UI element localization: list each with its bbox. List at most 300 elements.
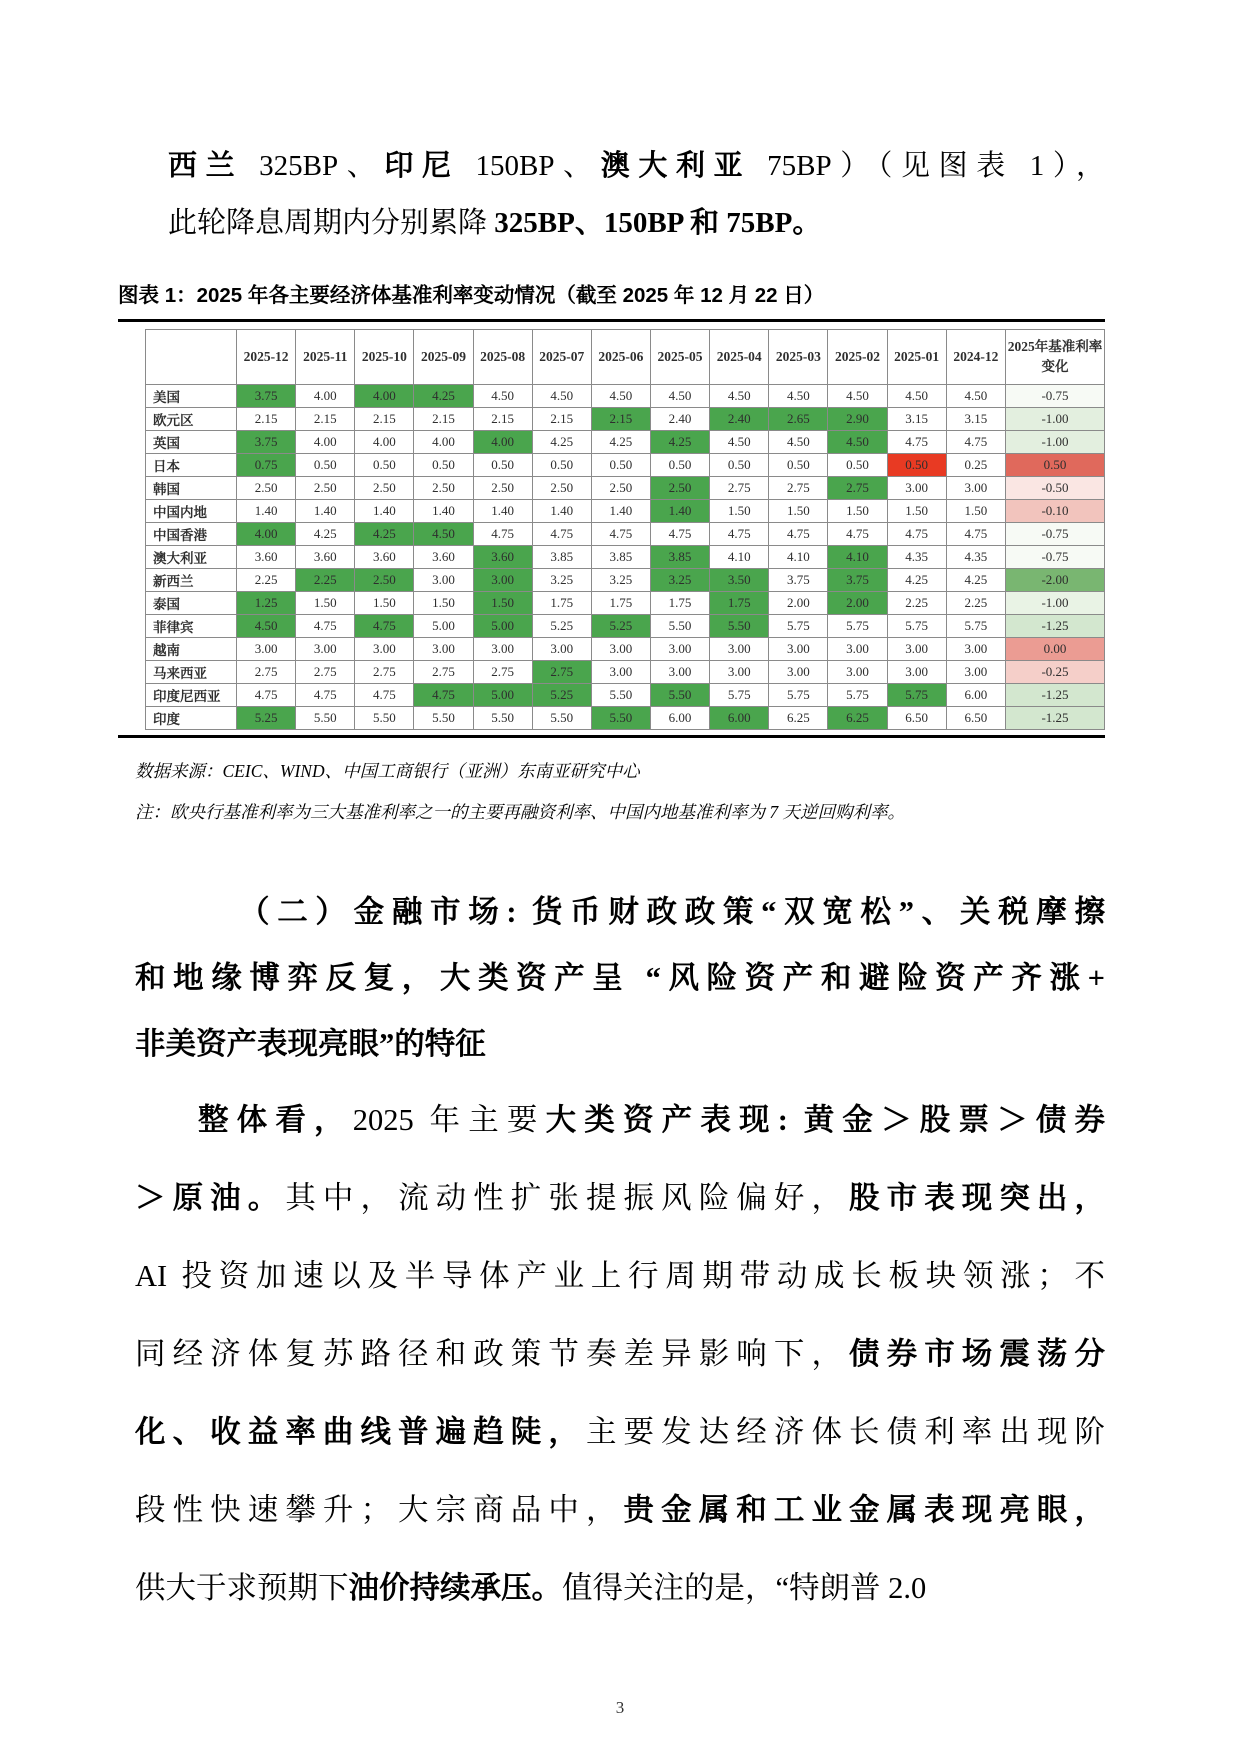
emphasis-text: 油价持续承压。 — [348, 1571, 562, 1605]
rate-cell: 4.50 — [769, 431, 828, 454]
table-footnote: 注：欧央行基准利率为三大基准利率之一的主要再融资利率、中国内地基准利率为 7 天逆回购利率。 — [135, 802, 905, 822]
rate-cell: 5.50 — [710, 615, 769, 638]
rate-cell: 2.75 — [355, 661, 414, 684]
rate-cell: 4.75 — [769, 523, 828, 546]
rate-cell: 5.50 — [473, 707, 532, 730]
rate-cell: 3.85 — [532, 546, 591, 569]
text-line — [135, 1011, 1105, 1077]
rate-cell: 5.50 — [591, 707, 650, 730]
rate-cell: 2.15 — [591, 408, 650, 431]
rate-cell: 4.25 — [591, 431, 650, 454]
rate-cell: 4.10 — [769, 546, 828, 569]
rate-cell: 3.00 — [355, 638, 414, 661]
rate-cell: 3.00 — [591, 661, 650, 684]
emphasis-text: 大类资产表现: 黄金＞股票＞债券 — [545, 1103, 1106, 1137]
rate-cell: 5.25 — [532, 684, 591, 707]
table-row — [146, 385, 1105, 408]
rate-cell: 3.25 — [591, 569, 650, 592]
rate-cell: 3.00 — [887, 477, 946, 500]
month-header-cell: 2025-04 — [710, 330, 769, 385]
rate-cell: 3.00 — [946, 638, 1005, 661]
text-line — [135, 1393, 1105, 1471]
text-span: 此轮降息周期内分别累降 — [168, 207, 495, 239]
emphasis-text: 325BP、150BP 和 75BP。 — [494, 207, 822, 239]
rate-cell: 1.50 — [414, 592, 473, 615]
rate-cell: 2.15 — [473, 408, 532, 431]
rate-cell: 3.75 — [769, 569, 828, 592]
rate-cell: 0.50 — [828, 454, 887, 477]
rate-cell: 5.75 — [828, 684, 887, 707]
rate-cell: 4.00 — [355, 385, 414, 408]
rate-cell: 4.75 — [355, 615, 414, 638]
economy-label: 菲律宾 — [146, 615, 237, 638]
rate-cell: 4.75 — [296, 684, 355, 707]
rate-cell: 3.60 — [473, 546, 532, 569]
rate-cell: 4.75 — [887, 431, 946, 454]
rate-cell: 4.25 — [414, 385, 473, 408]
corner-cell — [146, 330, 237, 385]
rate-cell: 1.40 — [237, 500, 296, 523]
rate-cell: 2.50 — [355, 569, 414, 592]
rate-cell: 0.50 — [296, 454, 355, 477]
rate-cell: 0.50 — [355, 454, 414, 477]
rate-cell: 4.50 — [946, 385, 1005, 408]
text-span: 主要发达经济体长债利率出现阶 — [585, 1415, 1106, 1449]
text-span: 325BP、 — [259, 150, 385, 182]
rate-cell: 1.50 — [769, 500, 828, 523]
rate-cell: 6.25 — [828, 707, 887, 730]
change-cell: -0.50 — [1006, 477, 1105, 500]
rate-cell: 3.00 — [650, 638, 709, 661]
rate-cell: 3.15 — [887, 408, 946, 431]
text-line — [135, 1549, 1105, 1627]
text-line — [135, 879, 1105, 945]
change-cell: 0.00 — [1006, 638, 1105, 661]
rate-cell: 1.50 — [355, 592, 414, 615]
rate-cell: 2.50 — [355, 477, 414, 500]
change-cell: -1.00 — [1006, 408, 1105, 431]
rate-cell: 0.50 — [887, 454, 946, 477]
rate-cell: 3.00 — [237, 638, 296, 661]
text-line — [135, 945, 1105, 1011]
divider-top — [118, 319, 1105, 322]
rate-cell: 2.75 — [769, 477, 828, 500]
change-cell: -1.25 — [1006, 707, 1105, 730]
divider-bottom — [118, 735, 1105, 738]
text-span: AI 投资加速以及半导体产业上行周期带动成长板块领涨；不 — [135, 1259, 1105, 1293]
change-cell: -2.00 — [1006, 569, 1105, 592]
text-span: 非美资产表现亮眼”的特征 — [135, 1027, 486, 1061]
rate-cell: 1.40 — [414, 500, 473, 523]
text-line — [135, 1159, 1105, 1237]
rate-cell: 3.00 — [946, 477, 1005, 500]
rate-cell: 4.00 — [237, 523, 296, 546]
data-source-note: 数据来源：CEIC、WIND、中国工商银行（亚洲）东南亚研究中心 — [135, 761, 640, 781]
rate-cell: 3.00 — [296, 638, 355, 661]
rate-cell: 2.50 — [591, 477, 650, 500]
rate-cell: 3.25 — [532, 569, 591, 592]
rate-cell: 3.60 — [237, 546, 296, 569]
emphasis-text: ＞原油。 — [135, 1181, 286, 1215]
rate-cell: 3.00 — [591, 638, 650, 661]
rate-cell: 2.25 — [237, 569, 296, 592]
emphasis-text: 西兰 — [168, 150, 260, 182]
rate-cell: 4.50 — [473, 385, 532, 408]
rate-cell: 2.15 — [237, 408, 296, 431]
rate-cell: 1.40 — [355, 500, 414, 523]
rate-cell: 4.75 — [946, 431, 1005, 454]
rates-table-wrapper — [145, 329, 1105, 730]
rate-cell: 2.15 — [355, 408, 414, 431]
rate-cell: 2.15 — [296, 408, 355, 431]
rate-cell: 5.25 — [237, 707, 296, 730]
rate-cell: 4.50 — [237, 615, 296, 638]
rate-cell: 4.75 — [532, 523, 591, 546]
rate-cell: 2.50 — [237, 477, 296, 500]
month-header-cell: 2025-10 — [355, 330, 414, 385]
rate-cell: 4.75 — [414, 684, 473, 707]
rate-cell: 2.15 — [414, 408, 473, 431]
rate-cell: 2.40 — [650, 408, 709, 431]
rate-cell: 2.75 — [414, 661, 473, 684]
rate-cell: 4.25 — [532, 431, 591, 454]
economy-label: 中国香港 — [146, 523, 237, 546]
rate-cell: 5.25 — [532, 615, 591, 638]
rate-cell: 3.00 — [769, 638, 828, 661]
rate-cell: 1.40 — [650, 500, 709, 523]
rate-cell: 1.75 — [650, 592, 709, 615]
rate-cell: 0.50 — [769, 454, 828, 477]
rate-cell: 0.50 — [414, 454, 473, 477]
rate-cell: 2.25 — [946, 592, 1005, 615]
change-header-cell: 2025年基准利率变化 — [1006, 330, 1105, 385]
rate-cell: 1.75 — [532, 592, 591, 615]
rate-cell: 3.00 — [828, 638, 887, 661]
rate-cell: 4.75 — [887, 523, 946, 546]
rate-cell: 6.00 — [650, 707, 709, 730]
text-line — [135, 1315, 1105, 1393]
rate-cell: 3.60 — [296, 546, 355, 569]
rate-cell: 3.00 — [414, 569, 473, 592]
table-header-row — [146, 330, 1105, 385]
rate-cell: 2.75 — [532, 661, 591, 684]
economy-label: 韩国 — [146, 477, 237, 500]
rate-cell: 2.40 — [710, 408, 769, 431]
rate-cell: 2.15 — [532, 408, 591, 431]
rate-cell: 6.50 — [946, 707, 1005, 730]
rate-cell: 4.00 — [296, 385, 355, 408]
economy-label: 澳大利亚 — [146, 546, 237, 569]
month-header-cell: 2024-12 — [946, 330, 1005, 385]
rate-cell: 0.50 — [473, 454, 532, 477]
rate-cell: 3.60 — [414, 546, 473, 569]
rate-cell: 3.00 — [650, 661, 709, 684]
rate-cell: 4.50 — [414, 523, 473, 546]
text-line — [135, 1081, 1105, 1159]
rate-cell: 3.00 — [473, 569, 532, 592]
rate-cell: 1.50 — [946, 500, 1005, 523]
rate-cell: 3.00 — [769, 661, 828, 684]
month-header-cell: 2025-08 — [473, 330, 532, 385]
economy-label: 英国 — [146, 431, 237, 454]
rate-cell: 4.25 — [946, 569, 1005, 592]
rate-cell: 1.50 — [296, 592, 355, 615]
month-header-cell: 2025-09 — [414, 330, 473, 385]
rate-cell: 3.75 — [237, 431, 296, 454]
table-row — [146, 477, 1105, 500]
emphasis-text: 贵金属和工业金属表现亮眼， — [623, 1493, 1106, 1527]
change-cell: -1.25 — [1006, 615, 1105, 638]
rates-table — [145, 329, 1105, 730]
rate-cell: 2.50 — [532, 477, 591, 500]
rate-cell: 4.35 — [946, 546, 1005, 569]
rate-cell: 6.00 — [710, 707, 769, 730]
rate-cell: 0.50 — [710, 454, 769, 477]
month-header-cell: 2025-01 — [887, 330, 946, 385]
month-header-cell: 2025-06 — [591, 330, 650, 385]
rate-cell: 4.50 — [710, 431, 769, 454]
economy-label: 印度尼西亚 — [146, 684, 237, 707]
rate-cell: 4.75 — [355, 684, 414, 707]
table-row — [146, 523, 1105, 546]
rate-cell: 5.25 — [591, 615, 650, 638]
text-span: 2025 年主要 — [352, 1103, 546, 1137]
rate-cell: 2.25 — [296, 569, 355, 592]
rate-cell: 1.50 — [473, 592, 532, 615]
table-row — [146, 615, 1105, 638]
rate-cell: 2.50 — [296, 477, 355, 500]
rate-cell: 4.75 — [296, 615, 355, 638]
rate-cell: 6.25 — [769, 707, 828, 730]
emphasis-text: 整体看， — [198, 1103, 353, 1137]
economy-label: 欧元区 — [146, 408, 237, 431]
rate-cell: 5.50 — [650, 615, 709, 638]
rate-cell: 5.75 — [946, 615, 1005, 638]
rate-cell: 2.00 — [769, 592, 828, 615]
rate-cell: 2.75 — [237, 661, 296, 684]
table-row — [146, 707, 1105, 730]
rate-cell: 4.75 — [828, 523, 887, 546]
rate-cell: 4.35 — [887, 546, 946, 569]
rate-cell: 3.00 — [532, 638, 591, 661]
rate-cell: 5.50 — [414, 707, 473, 730]
economy-label: 美国 — [146, 385, 237, 408]
rate-cell: 4.50 — [828, 431, 887, 454]
change-cell: 0.50 — [1006, 454, 1105, 477]
economy-label: 新西兰 — [146, 569, 237, 592]
table-row — [146, 431, 1105, 454]
rate-cell: 2.75 — [296, 661, 355, 684]
rate-cell: 0.50 — [532, 454, 591, 477]
economy-label: 越南 — [146, 638, 237, 661]
rate-cell: 5.00 — [414, 615, 473, 638]
rate-cell: 3.00 — [946, 661, 1005, 684]
rate-cell: 3.85 — [650, 546, 709, 569]
section-heading — [135, 879, 1105, 1077]
rate-cell: 1.75 — [591, 592, 650, 615]
rate-cell: 0.50 — [591, 454, 650, 477]
rate-cell: 5.50 — [296, 707, 355, 730]
rate-cell: 4.00 — [296, 431, 355, 454]
change-cell: -0.75 — [1006, 546, 1105, 569]
page-number: 3 — [615, 1698, 625, 1717]
text-line — [168, 195, 1105, 252]
rate-cell: 5.75 — [828, 615, 887, 638]
rate-cell: 5.50 — [355, 707, 414, 730]
text-span: 段性快速攀升；大宗商品中， — [135, 1493, 624, 1527]
rate-cell: 4.50 — [591, 385, 650, 408]
rate-cell: 5.00 — [473, 615, 532, 638]
rate-cell: 3.25 — [650, 569, 709, 592]
figure-caption: 图表 1：2025 年各主要经济体基准利率变动情况（截至 2025 年 12 月 22 日） — [118, 284, 825, 307]
table-row — [146, 684, 1105, 707]
month-header-cell: 2025-11 — [296, 330, 355, 385]
rate-cell: 5.00 — [473, 684, 532, 707]
rate-cell: 5.50 — [532, 707, 591, 730]
rate-cell: 2.75 — [710, 477, 769, 500]
text-line — [135, 1237, 1105, 1315]
rate-cell: 4.75 — [650, 523, 709, 546]
emphasis-text: 化、收益率曲线普遍趋陡， — [135, 1415, 586, 1449]
table-row — [146, 569, 1105, 592]
rate-cell: 1.25 — [237, 592, 296, 615]
change-cell: -1.00 — [1006, 431, 1105, 454]
text-span: 值得关注的是，“特朗普 2.0 — [562, 1571, 927, 1605]
emphasis-text: 股市表现突出， — [849, 1181, 1106, 1215]
rate-cell: 5.50 — [650, 684, 709, 707]
table-row — [146, 454, 1105, 477]
table-row — [146, 408, 1105, 431]
month-header-cell: 2025-12 — [237, 330, 296, 385]
rate-cell: 3.60 — [355, 546, 414, 569]
rate-cell: 5.75 — [887, 615, 946, 638]
rate-cell: 4.25 — [355, 523, 414, 546]
rate-cell: 3.00 — [887, 661, 946, 684]
text-span: 150BP、 — [475, 150, 601, 182]
rate-cell: 3.00 — [887, 638, 946, 661]
table-row — [146, 500, 1105, 523]
rate-cell: 5.75 — [710, 684, 769, 707]
rate-cell: 4.25 — [296, 523, 355, 546]
economy-label: 马来西亚 — [146, 661, 237, 684]
economy-label: 泰国 — [146, 592, 237, 615]
text-span: 同经济体复苏路径和政策节奏差异影响下， — [135, 1337, 850, 1371]
rate-cell: 3.15 — [946, 408, 1005, 431]
rate-cell: 5.75 — [769, 615, 828, 638]
rate-cell: 4.50 — [769, 385, 828, 408]
table-row — [146, 592, 1105, 615]
rate-cell: 3.00 — [710, 661, 769, 684]
rate-cell: 4.25 — [887, 569, 946, 592]
rate-cell: 2.50 — [650, 477, 709, 500]
rate-cell: 1.40 — [296, 500, 355, 523]
rate-cell: 0.25 — [946, 454, 1005, 477]
rate-cell: 3.00 — [828, 661, 887, 684]
text-span: （二）金融市场: 货币财政政策“双宽松”、关税摩擦 — [239, 895, 1105, 929]
month-header-cell: 2025-05 — [650, 330, 709, 385]
rate-cell: 2.00 — [828, 592, 887, 615]
rate-cell: 2.25 — [887, 592, 946, 615]
text-span: 75BP）（见图表 1）， — [767, 150, 1105, 182]
rate-cell: 4.50 — [650, 385, 709, 408]
rate-cell: 4.75 — [591, 523, 650, 546]
rate-cell: 4.50 — [828, 385, 887, 408]
rate-cell: 2.50 — [414, 477, 473, 500]
emphasis-text: 澳大利亚 — [600, 150, 768, 182]
economy-label: 日本 — [146, 454, 237, 477]
change-cell: -0.25 — [1006, 661, 1105, 684]
rate-cell: 5.75 — [769, 684, 828, 707]
rate-cell: 5.50 — [591, 684, 650, 707]
rate-cell: 0.75 — [237, 454, 296, 477]
rate-cell: 3.00 — [473, 638, 532, 661]
page-content — [118, 0, 1106, 1627]
rate-cell: 1.75 — [710, 592, 769, 615]
rate-cell: 3.00 — [414, 638, 473, 661]
emphasis-text: 印尼 — [384, 150, 476, 182]
rate-cell: 0.50 — [650, 454, 709, 477]
rate-cell: 4.00 — [414, 431, 473, 454]
rate-cell: 3.00 — [710, 638, 769, 661]
rate-cell: 1.40 — [473, 500, 532, 523]
rate-cell: 5.75 — [887, 684, 946, 707]
rate-cell: 6.00 — [946, 684, 1005, 707]
intro-paragraph — [135, 138, 1105, 252]
text-line — [135, 1471, 1105, 1549]
month-header-cell: 2025-02 — [828, 330, 887, 385]
rate-cell: 4.10 — [828, 546, 887, 569]
body-paragraph — [135, 1081, 1105, 1627]
rate-cell: 1.50 — [887, 500, 946, 523]
rate-cell: 2.50 — [473, 477, 532, 500]
rate-cell: 4.25 — [650, 431, 709, 454]
change-cell: -1.00 — [1006, 592, 1105, 615]
rate-cell: 4.75 — [946, 523, 1005, 546]
month-header-cell: 2025-03 — [769, 330, 828, 385]
change-cell: -0.75 — [1006, 523, 1105, 546]
rate-cell: 4.10 — [710, 546, 769, 569]
rate-cell: 4.50 — [887, 385, 946, 408]
rate-cell: 4.50 — [710, 385, 769, 408]
economy-label: 印度 — [146, 707, 237, 730]
text-line — [168, 138, 1105, 195]
rate-cell: 2.75 — [828, 477, 887, 500]
table-row — [146, 546, 1105, 569]
economy-label: 中国内地 — [146, 500, 237, 523]
rate-cell: 4.75 — [710, 523, 769, 546]
rate-cell: 1.50 — [710, 500, 769, 523]
rate-cell: 6.50 — [887, 707, 946, 730]
rate-cell: 4.00 — [473, 431, 532, 454]
text-span: 和地缘博弈反复，大类资产呈 “风险资产和避险资产齐涨+ — [135, 961, 1105, 995]
rate-cell: 4.00 — [355, 431, 414, 454]
rate-cell: 3.50 — [710, 569, 769, 592]
rate-cell: 1.40 — [591, 500, 650, 523]
rate-cell: 4.75 — [473, 523, 532, 546]
table-row — [146, 661, 1105, 684]
text-span: 其中，流动性扩张提振风险偏好， — [285, 1181, 850, 1215]
change-cell: -1.25 — [1006, 684, 1105, 707]
rate-cell: 4.50 — [532, 385, 591, 408]
change-cell: -0.75 — [1006, 385, 1105, 408]
rate-cell: 2.90 — [828, 408, 887, 431]
rate-cell: 3.75 — [828, 569, 887, 592]
rate-cell: 1.40 — [532, 500, 591, 523]
change-cell: -0.10 — [1006, 500, 1105, 523]
rate-cell: 2.65 — [769, 408, 828, 431]
month-header-cell: 2025-07 — [532, 330, 591, 385]
text-span: 供大于求预期下 — [135, 1571, 349, 1605]
